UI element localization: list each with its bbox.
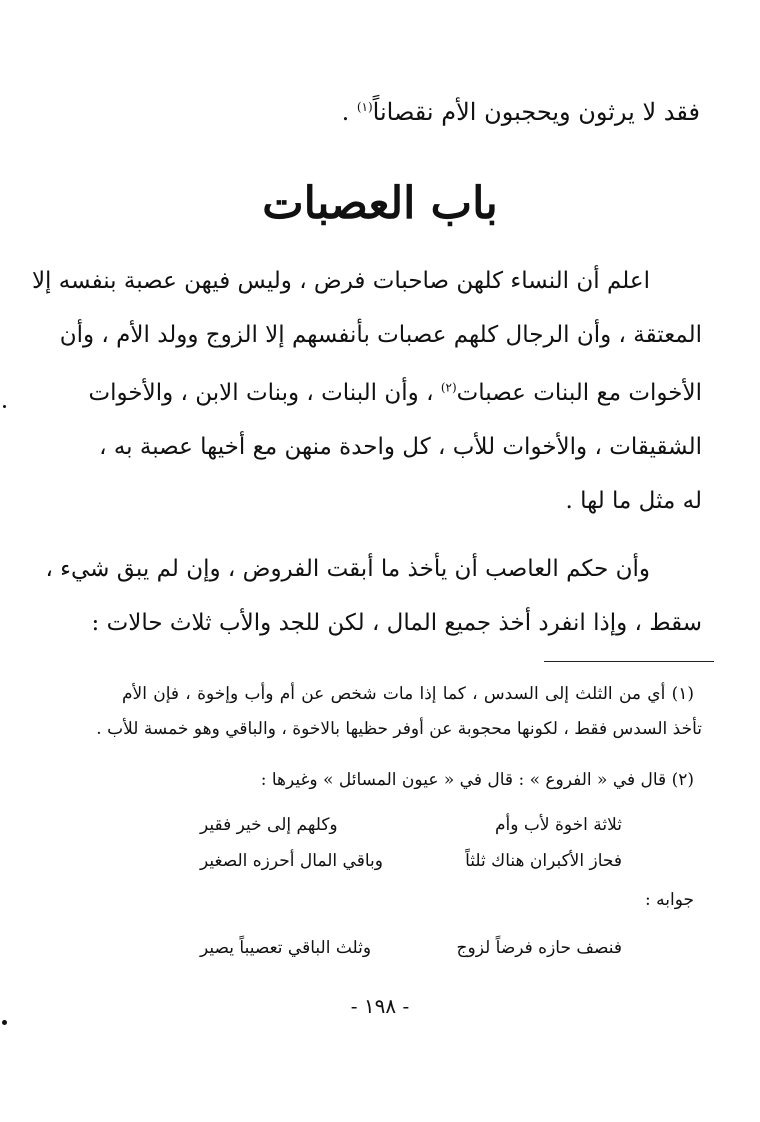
footnote-ref-2: (٢) [440,380,457,395]
footnote-separator [544,661,714,662]
section-heading: باب العصبات [262,178,498,229]
footnote1-line1: (١) أي من الثلث إلى السدس ، كما إذا مات شخص عن أم وأب وإخوة ، فإن الأم [122,684,694,704]
scan-speck [2,1020,7,1025]
verse3-first-hemistich: فنصف حازه فرضاً لزوج [456,938,622,958]
paragraph1-line4: الشقيقات ، والأخوات للأب ، كل واحدة منهن مع أخيها عصبة به ، [99,434,702,460]
page-number: - ١٩٨ - [350,994,410,1018]
paragraph1-line5: له مثل ما لها . [565,488,702,514]
intro-text: فقد لا يرثون ويحجبون الأم نقصاناً [372,98,700,126]
scan-speck [3,405,6,408]
paragraph1-line3-a: الأخوات مع البنات عصبات [456,380,702,406]
verse-row-2 [200,851,622,871]
footnote-ref-1: (١) [356,100,373,114]
verse1-first-hemistich: ثلاثة اخوة لأب وأم [494,815,622,835]
verse-row-1 [200,815,622,835]
intro-end: . [341,98,357,126]
verse3-second-hemistich: وثلث الباقي تعصيباً يصير [200,938,372,958]
paragraph1-line1: اعلم أن النساء كلهن صاحبات فرض ، وليس فيهن عصبة بنفسه إلا [31,268,650,294]
verse2-second-hemistich: وباقي المال أحرزه الصغير [200,851,383,871]
footnote1-line2: تأخذ السدس فقط ، لكونها محجوبة عن أوفر حظيها بالاخوة ، والباقي وهو خمسة للأب . [96,719,702,739]
paragraph2-line2: سقط ، وإذا انفرد أخذ جميع المال ، لكن للجد والأب ثلاث حالات : [91,610,702,636]
paragraph1-line2: المعتقة ، وأن الرجال كلهم عصبات بأنفسهم إلا الزوج وولد الأم ، وأن [59,322,702,348]
paragraph2-line1: وأن حكم العاصب أن يأخذ ما أبقت الفروض ، وإن لم يبق شيء ، [45,556,650,582]
paragraph1-line3-b: ، وأن البنات ، وبنات الابن ، والأخوات [88,380,441,406]
verse-row-3 [200,938,622,958]
verse1-second-hemistich: وكلهم إلى خير فقير [200,815,338,835]
footnote2-intro: (٢) قال في « الفروع » : قال في « عيون المسائل » وغيرها : [260,770,694,790]
answer-label: جوابه : [645,890,694,910]
intro-line [122,98,700,126]
verse2-first-hemistich: فحاز الأكبران هناك ثلثاً [465,851,622,871]
paragraph1-line3 [88,380,702,406]
